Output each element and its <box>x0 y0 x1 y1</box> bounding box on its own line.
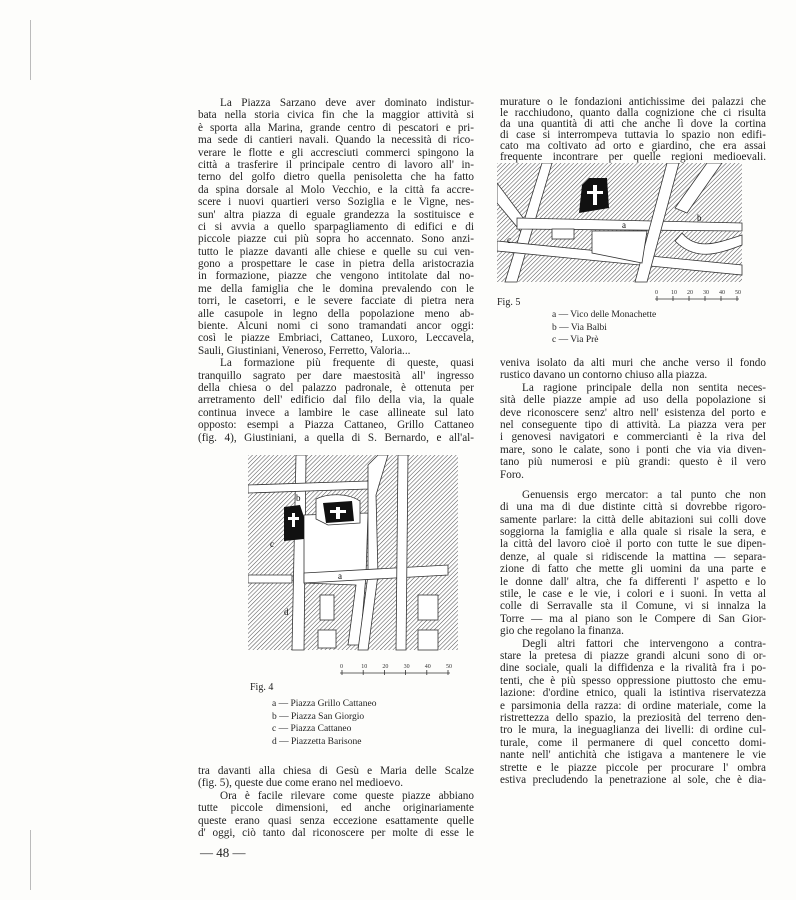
scale-tick-label: 10 <box>671 290 677 296</box>
map-label-c: c <box>507 235 511 245</box>
text-line: stile, le case e le vie, i colori e i suoni. In vetta al <box>500 588 766 601</box>
scale-tick-label: 20 <box>382 664 389 670</box>
figure-5-legend <box>552 309 656 347</box>
text-line: tenti, che è più spesso oppressione piuttosto che emu- <box>500 674 766 687</box>
text-line: terno del golfo dietro quella penisoletta che ha fatto <box>198 171 474 184</box>
scale-tick-label: 10 <box>361 664 368 670</box>
text-line: tro le mura, la ineguaglianza dei livelli: di ordine cul- <box>500 724 766 737</box>
legend-item: a — Vico delle Monachette <box>552 310 657 320</box>
map-label-a: a <box>622 220 626 230</box>
text-line: sun' altra piazza di eguale grandezza la sostituisce e <box>198 208 474 221</box>
text-line: deve riconoscere senz' altro nell' esistenza del porto e <box>500 406 766 419</box>
text-line: denze, al quale si ridiscende la mattina — separa- <box>500 550 766 563</box>
text-line: verare le flotte e gli accresciuti commerci spingono la <box>198 146 474 159</box>
scale-tick-label: 50 <box>446 664 452 670</box>
text-line: tra davanti alla chiesa di Gesù e Maria delle Scalze <box>198 765 474 777</box>
text-line: La Piazza Sarzano deve aver dominato indistur- <box>220 97 474 109</box>
text-line: murature o le fondazioni antichissime dei palazzi che <box>500 97 766 108</box>
legend-item: b — Via Balbi <box>552 322 607 333</box>
right-column-bottom-text <box>500 357 766 786</box>
map-label-d: d <box>284 607 289 617</box>
legend-item: b — Piazza San Giorgio <box>272 711 365 722</box>
page-number: — 48 — <box>200 845 246 860</box>
text-line: (fig. 4), Giustiniani, a quella di S. Bernardo, e all'al- <box>198 431 474 444</box>
text-line: piccole piazze cui più sopra ho accennato. Sono anzi- <box>198 233 474 246</box>
text-line: da spina dorsale al Molo Vecchio, e la città fa accre- <box>198 183 474 196</box>
text-line: gio che regolano la finanza. <box>500 625 624 638</box>
legend-item: d — Piazzetta Barisone <box>272 736 362 747</box>
text-line: nante nell' antichità che istigava a mantenere le vie <box>500 749 766 762</box>
scale-tick-label: 20 <box>687 290 693 296</box>
scale-tick-label: 30 <box>403 664 410 670</box>
legend-item: c — Piazza Cattaneo <box>272 724 352 734</box>
text-line: turale, come il permanere di quel concetto domi- <box>500 736 766 749</box>
text-line: samente parlare: la città delle abitazioni sui colli dove <box>500 513 766 526</box>
text-line: La formazione più frequente di queste, quasi <box>220 357 474 370</box>
text-line: rustico davano un contorno chiuso alla piazza. <box>500 369 708 382</box>
right-column-top-text <box>500 97 766 163</box>
text-line: Sauli, Giustiniani, Veneroso, Ferretto, Valoria... <box>198 344 411 357</box>
text-line: Degli altri fattori che intervengono a contra- <box>522 637 766 650</box>
text-line: Torre — ma al piano son le Compere di San Gior- <box>500 612 766 625</box>
text-line: bata nella storia civica fin che la maggior attività si <box>198 109 474 122</box>
text-line: torri, le casetorri, e le severe facciate di pietra nera <box>198 295 474 308</box>
text-line: strette e le piazze piccole per procurare l' ombra <box>500 761 766 774</box>
text-line: e parsimonia della razza: di ordine materiale, come la <box>500 699 766 712</box>
text-line: ma sede di cantieri navali. Quando la necessità di rico- <box>198 134 474 147</box>
text-line: in formazione, piazze che vengono intitolate dal no- <box>198 270 474 283</box>
scan-margin-mark <box>30 20 31 80</box>
text-line: di una ma di due distinte città si dovrebbe rigoro- <box>500 501 766 514</box>
scan-margin-mark <box>30 830 31 890</box>
text-line: gono a prospettare le case in pietra della aristocrazia <box>198 258 474 271</box>
text-line: le donne dall' altra, che fa differenti l' aspetto e lo <box>500 575 766 588</box>
scale-tick-label: 0 <box>340 664 343 670</box>
text-line: è sporta alla Marina, grande centro di pescatori e pri- <box>198 121 474 134</box>
figure-5-map <box>497 163 747 303</box>
legend-item: c — Via Prè <box>552 335 599 345</box>
left-column-top-text <box>198 97 474 444</box>
text-line: tranquillo sagrato per dare maestosità all' ingresso <box>198 369 474 382</box>
text-line: di case si interrompeva tuttavia lo spazio non edifi- <box>500 130 766 141</box>
text-line: colle di Serravalle sta il Comune, vi si innalza la <box>500 600 766 613</box>
text-line: cato ma coltivato ad orto e giardino, che era assai <box>500 141 766 152</box>
map-label-c: c <box>270 539 274 549</box>
map-label-b: b <box>697 213 702 223</box>
scale-bar <box>340 664 452 675</box>
text-line: mare, sono le calate, sono i ponti che via via diven- <box>500 443 766 456</box>
text-line: Genuensis ergo mercator: a tal punto che non <box>522 488 766 501</box>
text-line: La ragione principale della non sentita neces- <box>522 381 766 394</box>
scale-tick-label: 0 <box>655 290 658 296</box>
scale-tick-label: 40 <box>424 664 431 670</box>
text-line: della chiesa o del palazzo padronale, è ottenuta per <box>198 381 474 394</box>
text-line: dine sociale, quali la diffidenza e la rivalità fra i po- <box>500 662 766 675</box>
figure-4-map <box>248 455 458 677</box>
figure-5-caption: Fig. 5 <box>497 297 521 308</box>
text-line: tutto le piazze davanti alle chiese e quelle su cui ven- <box>198 245 474 258</box>
text-line: opposto: esempi a Piazza Cattaneo, Grillo Cattaneo <box>198 419 474 432</box>
text-line: biente. Alcuni nomi ci sono tramandati ancor oggi: <box>198 320 474 333</box>
text-line: soggiorna la famiglia e alla quale si risale la sera, e <box>500 526 766 539</box>
text-line: sità delle piazze ampie ad uso della popolazione si <box>500 394 766 407</box>
text-line: stare la pretesa di piazze grandi alcuni sono di or- <box>500 649 766 662</box>
map-label-b: b <box>296 493 301 503</box>
scale-bar <box>655 290 741 301</box>
legend-item: a — Piazza Grillo Cattaneo <box>272 699 377 709</box>
text-line: così le piazze Embriaci, Cattaneo, Luxoro, Leccavela, <box>198 332 474 345</box>
text-line: ci si avvia a quello sparpagliamento di edifici e di <box>198 220 474 233</box>
text-line: arretramento dell' edificio dal filo della via, la quale <box>198 394 474 407</box>
text-line: nel conseguente tipo di attività. La piazza vera per <box>500 418 766 431</box>
text-line: alle casupole in legno della popolazione meno ab- <box>198 307 474 320</box>
figure-4-caption: Fig. 4 <box>250 682 274 693</box>
text-line: da una quantità di atti che anche lì dove la cortina <box>500 119 766 130</box>
text-line: frequente incontrare per quelle regioni medioevali. <box>500 152 766 163</box>
scale-tick-label: 30 <box>703 290 709 296</box>
text-line: la città del lavoro cioè il porto con tutte le sue dipen- <box>500 538 766 551</box>
text-line: (fig. 5), queste due come erano nel medioevo. <box>198 777 404 790</box>
text-line: continua invece a lambire le case allineate sul lato <box>198 406 474 419</box>
text-line: me della famiglia che le domina prevalendo con le <box>198 282 474 295</box>
text-line: ristrettezza dello spazio, la preziosità del terreno den- <box>500 711 766 724</box>
text-line: queste erano quasi senza eccezione esattamente quelle <box>198 814 474 827</box>
text-line: le racchiudono, quanto dalla cognizione che ci risulta <box>500 108 766 119</box>
left-column-bottom-text <box>198 765 474 839</box>
text-line: estiva precludendo la penetrazione al sole, che è dia- <box>500 773 766 786</box>
text-line: veniva isolato da alti muri che anche verso il fondo <box>500 357 766 369</box>
text-line: d' oggi, ciò tanto dal riconoscere per molte di esse le <box>198 826 474 839</box>
map-label-a: a <box>338 571 342 581</box>
text-line: tutte piccole dimensioni, ed anche originariamente <box>198 802 474 815</box>
text-line: tano più numerosi e più grandi: questo è il vero <box>500 456 766 469</box>
text-line: zione di fatto che mette gli uomini da una parte e <box>500 563 766 576</box>
text-line: scere i nuovi quartieri verso Soziglia e le Vigne, nes- <box>198 196 474 209</box>
text-line: Foro. <box>500 468 524 481</box>
text-line: città a trasferire il principale centro di lavoro all' in- <box>198 158 474 171</box>
text-line: Ora è facile rilevare come queste piazze abbiano <box>220 789 474 802</box>
text-line: lazione: d'ordine etnico, quali la istintiva riservatezza <box>500 687 766 700</box>
scale-tick-label: 40 <box>719 290 725 296</box>
figure-4-legend <box>272 698 376 748</box>
text-line: i genovesi navigatori e commercianti è la riva del <box>500 431 766 444</box>
scale-tick-label: 50 <box>735 290 741 296</box>
